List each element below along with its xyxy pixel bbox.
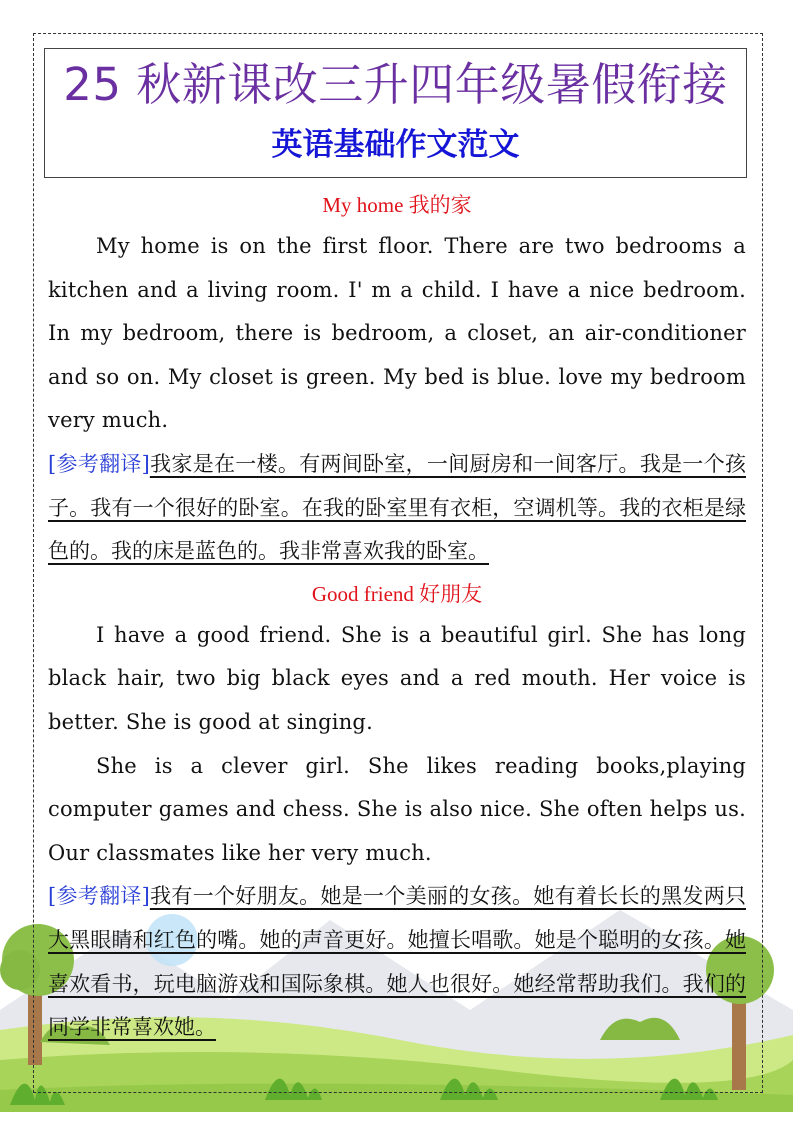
essay-good-friend	[48, 574, 746, 1050]
title-box	[44, 48, 747, 178]
page-subtitle: 英语基础作文范文	[271, 127, 520, 163]
essay-heading: Good friend 好朋友	[311, 581, 483, 606]
essay-paragraph: She is a clever girl. She likes reading books,playing computer games and chess. She is also nice. She often helps us. Our classmates like her very much.	[48, 753, 746, 865]
essay-my-home	[48, 185, 746, 574]
translation-text: 我有一个好朋友。她是一个美丽的女孩。她有着长长的黑发两只大黑眼睛和红色的嘴。她的声音更好。她擅长唱歌。她是个聪明的女孩。她喜欢看书，玩电脑游戏和国际象棋。她人也很好。她经常帮助我们。我们的同学非常喜欢她。	[48, 884, 746, 1040]
essay-paragraph: My home is on the first floor. There are two bedrooms a kitchen and a living room. I' m a child. I have a nice bedroom. In my bedroom, there is bedroom, a closet, an air-conditioner and so on. My closet is green. My bed is blue. love my bedroom very much.	[48, 234, 746, 433]
translation-text: 我家是在一楼。有两间卧室，一间厨房和一间客厅。我是一个孩子。我有一个很好的卧室。在我的卧室里有衣柜，空调机等。我的衣柜是绿色的。我的床是蓝色的。我非常喜欢我的卧室。	[48, 451, 746, 564]
translation-block	[48, 875, 746, 1049]
page-title: 25 秋新课改三升四年级暑假衔接	[63, 58, 728, 111]
essay-paragraph: I have a good friend. She is a beautiful girl. She has long black hair, two big black eyes and a red mouth. Her voice is better. She is good at singing.	[48, 622, 746, 734]
translation-tag: [参考翻译]	[48, 451, 150, 476]
document-body	[48, 185, 746, 1050]
essay-heading: My home 我的家	[322, 193, 472, 217]
translation-tag: [参考翻译]	[48, 884, 150, 909]
translation-block	[48, 443, 746, 574]
